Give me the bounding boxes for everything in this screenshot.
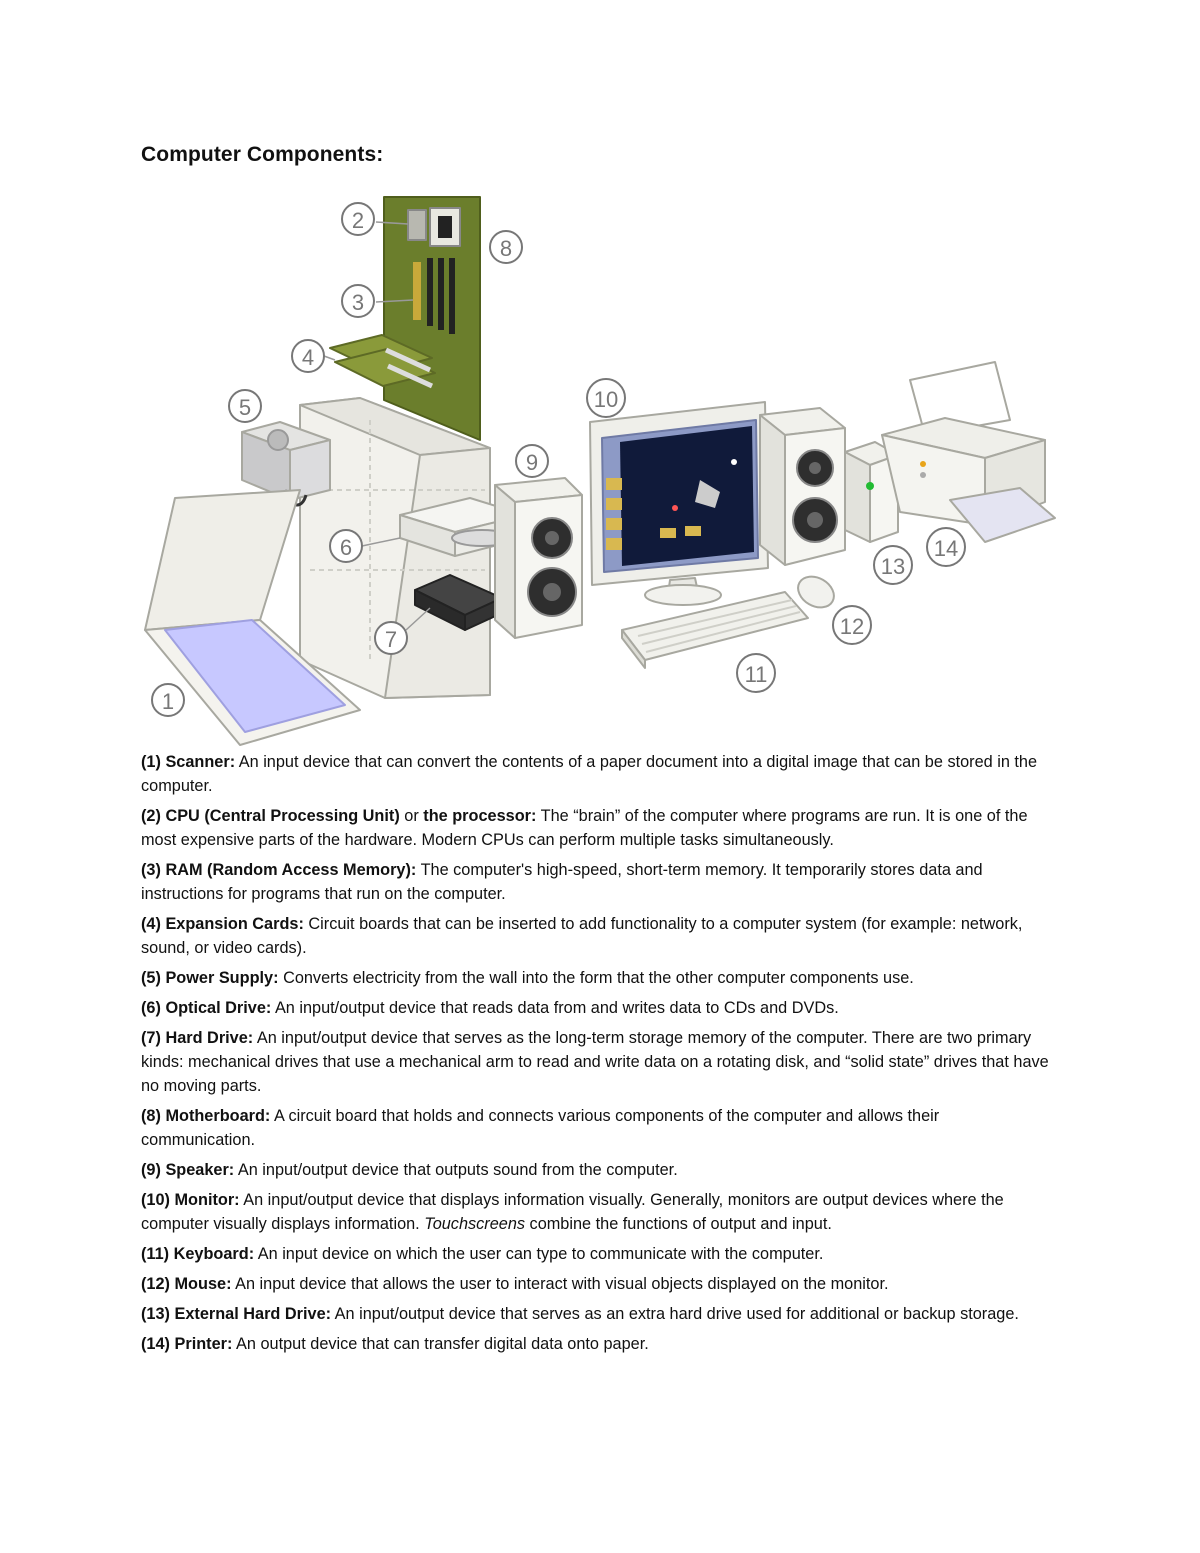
definition-term-alt: the processor: (423, 807, 537, 825)
callout-6 (330, 530, 362, 562)
definition-number: (8) (141, 1107, 161, 1125)
definition-text: An input device that allows the user to interact with visual objects displayed on the monitor. (235, 1275, 889, 1293)
definition-term: Printer: (174, 1335, 233, 1353)
definition-expansion-cards (141, 912, 1056, 960)
keyboard-illustration (622, 592, 808, 668)
definition-power-supply (141, 966, 1056, 990)
callout-4 (292, 340, 324, 372)
definition-text: The computer's high-speed, short-term memory. It temporarily stores data and instructions for programs that run on the computer. (141, 861, 983, 903)
callout-11-label: 11 (744, 662, 768, 687)
callout-6-label: 6 (339, 535, 353, 560)
definition-text: An input/output device that serves as the long-term storage memory of the computer. There are two primary kinds: mechanical drives that use a mechanical arm to read and write data on a rotating disk, and “solid state” drives that have no moving parts. (141, 1029, 1049, 1095)
definition-monitor (141, 1188, 1056, 1236)
definitions-list (141, 750, 1056, 1362)
definition-text: Converts electricity from the wall into the form that the other computer components use. (283, 969, 914, 987)
computer-components-illustration (130, 190, 1070, 755)
definition-external-hard-drive (141, 1302, 1056, 1326)
definition-number: (11) (141, 1245, 170, 1263)
definition-term: Speaker: (165, 1161, 235, 1179)
definition-printer (141, 1332, 1056, 1356)
definition-keyboard (141, 1242, 1056, 1266)
callout-11 (737, 654, 775, 692)
definition-text: An input/output device that displays information visually. Generally, monitors are output devices where the computer visually displays information. (141, 1191, 1004, 1233)
callout-1-label: 1 (161, 689, 175, 714)
definition-text: An input/output device that outputs sound from the computer. (237, 1161, 678, 1179)
callout-2-label: 2 (351, 208, 365, 233)
definition-hard-drive (141, 1026, 1056, 1098)
definition-term: Keyboard: (173, 1245, 255, 1263)
page-title: Computer Components: (141, 143, 384, 166)
definition-number: (13) (141, 1305, 170, 1323)
callout-10-label: 10 (593, 387, 619, 412)
definition-text: An input/output device that serves as an extra hard drive used for additional or backup storage. (334, 1305, 1019, 1323)
definition-term: Optical Drive: (165, 999, 272, 1017)
definition-scanner (141, 750, 1056, 798)
definition-number: (3) (141, 861, 161, 879)
definition-number: (7) (141, 1029, 161, 1047)
callout-2 (342, 203, 374, 235)
callout-5 (229, 390, 261, 422)
callout-8 (490, 231, 522, 263)
callout-4-label: 4 (301, 345, 315, 370)
definition-joiner: or (404, 807, 419, 825)
right-speaker-illustration (760, 408, 845, 565)
callout-7 (375, 622, 407, 654)
definition-term: Power Supply: (165, 969, 279, 987)
callout-13-label: 13 (880, 554, 906, 579)
motherboard-illustration (384, 197, 480, 440)
callout-14 (927, 528, 965, 566)
callout-10 (587, 379, 625, 417)
definition-number: (10) (141, 1191, 170, 1209)
definition-speaker (141, 1158, 1056, 1182)
definition-text: A circuit board that holds and connects various components of the computer and allows their communication. (141, 1107, 940, 1149)
definition-term: CPU (Central Processing Unit) (165, 807, 400, 825)
callout-12-label: 12 (839, 614, 865, 639)
definition-motherboard (141, 1104, 1056, 1152)
definition-term: Expansion Cards: (165, 915, 304, 933)
definition-number: (2) (141, 807, 161, 825)
definition-number: (6) (141, 999, 161, 1017)
callout-12 (833, 606, 871, 644)
left-speaker-illustration (495, 478, 582, 638)
definition-text: Circuit boards that can be inserted to add functionality to a computer system (for example: network, sound, or video cards). (141, 915, 1023, 957)
definition-ram (141, 858, 1056, 906)
callout-9 (516, 445, 548, 477)
definition-number: (5) (141, 969, 161, 987)
callout-8-label: 8 (499, 236, 513, 261)
definition-optical-drive (141, 996, 1056, 1020)
callout-5-label: 5 (238, 395, 252, 420)
callout-9-label: 9 (525, 450, 539, 475)
definition-term: RAM (Random Access Memory): (165, 861, 417, 879)
callout-14-label: 14 (933, 536, 959, 561)
definition-number: (9) (141, 1161, 161, 1179)
definition-term: Motherboard: (165, 1107, 271, 1125)
definition-text-continued: combine the functions of output and input. (529, 1215, 832, 1233)
definition-term: Hard Drive: (165, 1029, 254, 1047)
definition-text: The “brain” of the computer where programs are run. It is one of the most expensive parts of the hardware. Modern CPUs can perform multiple tasks simultaneously. (141, 807, 1028, 849)
definition-text: An input/output device that reads data from and writes data to CDs and DVDs. (274, 999, 839, 1017)
definition-number: (4) (141, 915, 161, 933)
definition-term: Monitor: (174, 1191, 240, 1209)
callout-3 (342, 285, 374, 317)
illustration-svg (130, 190, 1070, 755)
definition-term: Mouse: (174, 1275, 232, 1293)
callout-1 (152, 684, 184, 716)
definition-text: An output device that can transfer digital data onto paper. (236, 1335, 649, 1353)
callout-3-label: 3 (351, 290, 365, 315)
definition-number: (12) (141, 1275, 170, 1293)
definition-text: An input device that can convert the contents of a paper document into a digital image that can be stored in the computer. (141, 753, 1038, 795)
monitor-illustration (590, 402, 768, 605)
printer-illustration (882, 362, 1055, 542)
definition-number: (14) (141, 1335, 170, 1353)
callout-13 (874, 546, 912, 584)
callout-7-label: 7 (384, 627, 398, 652)
definition-term: External Hard Drive: (174, 1305, 332, 1323)
definition-italic-term: Touchscreens (424, 1215, 526, 1233)
definition-text: An input device on which the user can type to communicate with the computer. (257, 1245, 824, 1263)
definition-mouse (141, 1272, 1056, 1296)
definition-term: Scanner: (165, 753, 236, 771)
definition-number: (1) (141, 753, 161, 771)
definition-cpu (141, 804, 1056, 852)
